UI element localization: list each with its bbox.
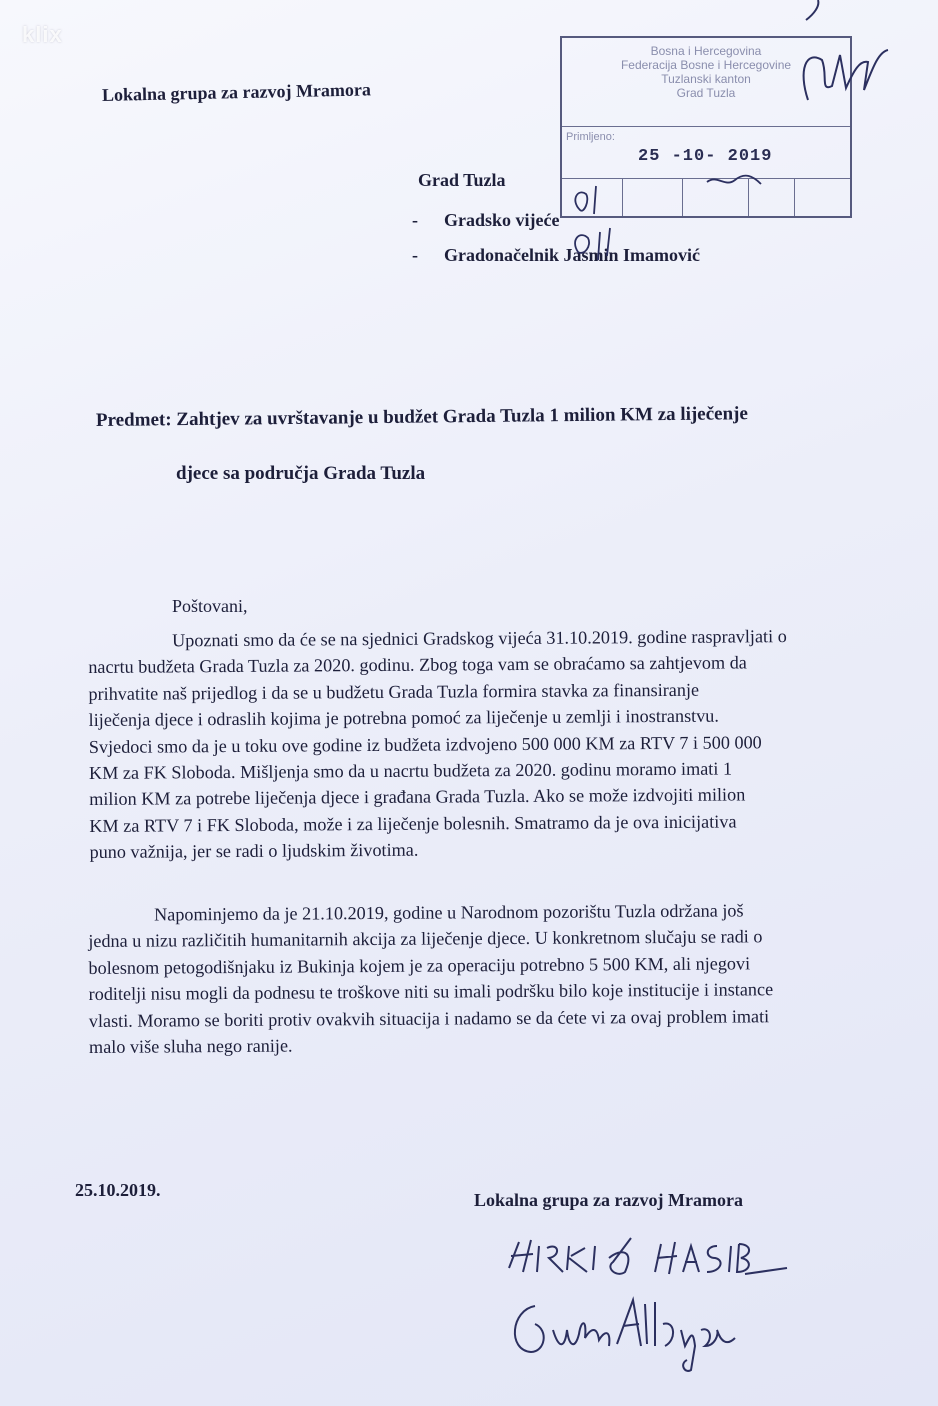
paragraph-line: Svjedoci smo da je u toku ove godine iz budžeta izdvojeno 500 000 KM za RTV 7 i 500 000 <box>88 731 762 757</box>
paragraph-line: KM za FK Sloboda. Mišljenja smo da u nacrtu budžeta za 2020. godinu moramo imati 1 <box>88 758 733 784</box>
paragraph-line: malo više sluha nego ranije. <box>88 1035 293 1058</box>
paragraph-line: roditelji nisu mogli da podnesu te troškove niti su imali podršku bilo koje institucije i instance <box>88 979 774 1005</box>
body-paragraph-2 <box>88 896 889 1060</box>
paragraph-line: KM za RTV 7 i FK Sloboda, može i za liječenje bolesnih. Smatramo da je ova inicijativa <box>89 811 737 836</box>
subject-line: Predmet: Zahtjev za uvrštavanje u budžet Grada Tuzla 1 milion KM za liječenje <box>95 403 748 431</box>
sender-name: Lokalna grupa za razvoj Mramora <box>101 79 372 105</box>
greeting: Poštovani, <box>172 596 248 616</box>
recipient-handwritten-marks <box>560 180 640 265</box>
letter-date: 25.10.2019. <box>75 1180 161 1200</box>
paragraph-line: milion KM za potrebe liječenja djece i građana Grada Tuzla. Ako se može izdvojiti milion <box>89 784 746 810</box>
handwritten-signature-1 <box>505 1228 795 1288</box>
watermark-logo: klix <box>22 22 63 47</box>
stamp-header-line: Tuzlanski kanton <box>661 72 751 86</box>
paragraph-line: liječenja djece i odraslih kojima je potrebna pomoć za liječenje u zemlji i inostranstvu. <box>88 705 719 731</box>
recipient-item: - Gradonačelnik Jasmin Imamović <box>412 245 701 265</box>
stamp-handwriting-mark <box>798 0 898 110</box>
paragraph-line: Napominjemo da je 21.10.2019, godine u Narodnom pozorištu Tuzla održana još <box>154 900 744 925</box>
recipient-item-label: Gradonačelnik Jasmin Imamović <box>444 245 701 265</box>
handwritten-signature-2 <box>505 1290 745 1380</box>
stamp-header-line: Federacija Bosne i Hercegovine <box>620 58 792 72</box>
stamp-received-label: Primljeno: <box>566 131 615 143</box>
recipient-list <box>412 210 700 280</box>
paragraph-line: bolesnom petogodišnjaku iz Bukinja kojem je za operaciju potrebno 5 500 KM, ali njegovi <box>88 953 751 978</box>
signature-organization: Lokalna grupa za razvoj Mramora <box>474 1190 743 1210</box>
recipient-item: - Gradsko vijeće <box>412 210 560 230</box>
subject-line-continued: djece sa područja Grada Tuzla <box>176 463 426 484</box>
recipient-item-label: Gradsko vijeće <box>444 210 560 230</box>
stamp-header-line: Grad Tuzla <box>676 86 736 100</box>
paragraph-line: Upoznati smo da će se na sjednici Gradskog vijeća 31.10.2019. godine raspravljati o <box>172 626 787 651</box>
recipient-title: Grad Tuzla <box>418 170 506 190</box>
paragraph-line: vlasti. Moramo se boriti protiv ovakvih situacija i nadamo se da ćete vi za ovaj problem imati <box>88 1005 770 1031</box>
stamp-header-line: Bosna i Hercegovina <box>650 44 762 58</box>
body-paragraph-1 <box>88 622 890 865</box>
paragraph-line: jedna u nizu različitih humanitarnih akcija za liječenje djece. U konkretnom slučaju se radi o <box>88 926 763 952</box>
paragraph-line: nacrtu budžeta Grada Tuzla za 2020. godinu. Zbog toga vam se obraćamo sa zahtjevom da <box>88 652 747 678</box>
stamp-date: 25 -10- 2019 <box>638 147 773 166</box>
stamp-scribble <box>705 172 765 192</box>
paragraph-line: puno važnija, jer se radi o ljudskim životima. <box>89 839 419 863</box>
paragraph-line: prihvatite naš prijedlog i da se u budžetu Grada Tuzla formira stavka za finansiranje <box>88 679 700 704</box>
stamp-divider <box>794 179 795 216</box>
